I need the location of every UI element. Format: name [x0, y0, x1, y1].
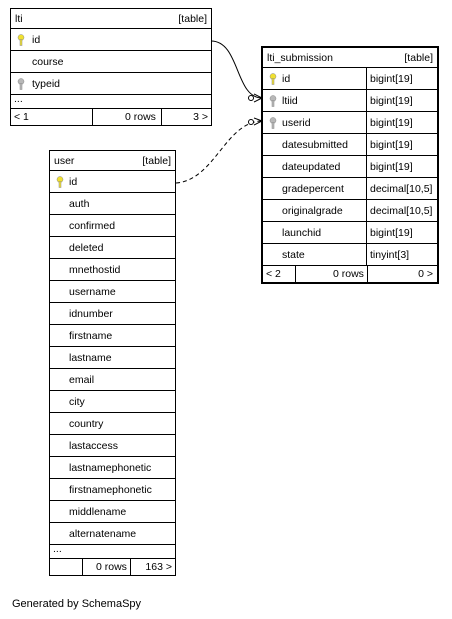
- link-end-circle: [249, 120, 254, 125]
- column-type: bigint[19]: [370, 161, 413, 173]
- table-kind: [table]: [142, 155, 171, 167]
- column-type: bigint[19]: [370, 73, 413, 85]
- column-row-alternatename[interactable]: [50, 523, 175, 545]
- link-end-circle: [249, 96, 254, 101]
- column-row-lastaccess[interactable]: [50, 435, 175, 457]
- column-name: ltiid: [282, 95, 298, 107]
- column-name: firstname: [69, 330, 113, 342]
- column-name: confirmed: [69, 220, 116, 232]
- column-row-city[interactable]: [50, 391, 175, 413]
- table-footer: [11, 109, 211, 125]
- column-row-middlename[interactable]: [50, 501, 175, 523]
- column-type: decimal[10,5]: [370, 183, 433, 195]
- table-kind: [table]: [178, 13, 207, 25]
- primary-key-icon: [269, 73, 277, 85]
- column-row-id[interactable]: [50, 171, 175, 193]
- column-row-course[interactable]: [11, 51, 211, 73]
- column-row-originalgrade[interactable]: [263, 200, 437, 222]
- column-row-datesubmitted[interactable]: [263, 134, 437, 156]
- primary-key-icon: [56, 176, 64, 188]
- column-name: alternatename: [69, 528, 137, 540]
- column-row-username[interactable]: [50, 281, 175, 303]
- column-name: firstnamephonetic: [69, 484, 152, 496]
- table-name: user: [54, 155, 75, 167]
- column-row-firstname[interactable]: [50, 325, 175, 347]
- user-to-submission-link: [176, 121, 262, 183]
- column-row-gradepercent[interactable]: [263, 178, 437, 200]
- column-name: id: [282, 73, 291, 85]
- table-lti-submission[interactable]: [261, 46, 439, 284]
- row-count: 0 rows: [96, 561, 127, 573]
- column-name: country: [69, 418, 104, 430]
- children-count[interactable]: 3 >: [193, 111, 208, 123]
- column-name: launchid: [282, 227, 322, 239]
- foreign-key-icon: [269, 95, 277, 107]
- column-row-email[interactable]: [50, 369, 175, 391]
- column-row-typeid[interactable]: [11, 73, 211, 95]
- column-name: lastaccess: [69, 440, 119, 452]
- column-row-state[interactable]: [263, 244, 437, 266]
- column-name: course: [32, 56, 64, 68]
- column-type: bigint[19]: [370, 139, 413, 151]
- column-row-lastnamephonetic[interactable]: [50, 457, 175, 479]
- foreign-key-icon: [17, 78, 25, 90]
- column-name: typeid: [32, 78, 61, 90]
- column-row-launchid[interactable]: [263, 222, 437, 244]
- column-row-dateupdated[interactable]: [263, 156, 437, 178]
- generator-caption: Generated by SchemaSpy: [12, 598, 142, 610]
- column-name: city: [69, 396, 85, 408]
- parents-count[interactable]: < 2: [266, 268, 281, 280]
- column-name: lastnamephonetic: [69, 462, 152, 474]
- table-header: [263, 48, 437, 68]
- table-user[interactable]: [49, 150, 176, 576]
- table-lti[interactable]: [10, 8, 212, 126]
- column-row-ltiid[interactable]: [263, 90, 437, 112]
- table-header: [50, 151, 175, 171]
- column-name: idnumber: [69, 308, 113, 320]
- foreign-key-icon: [269, 117, 277, 129]
- column-name: id: [69, 176, 78, 188]
- column-row-country[interactable]: [50, 413, 175, 435]
- column-type: bigint[19]: [370, 95, 413, 107]
- column-name: dateupdated: [282, 161, 341, 173]
- column-name: deleted: [69, 242, 104, 254]
- column-type: tinyint[3]: [370, 249, 410, 261]
- column-row-userid[interactable]: [263, 112, 437, 134]
- column-name: userid: [282, 117, 311, 129]
- column-name: datesubmitted: [282, 139, 348, 151]
- column-name: username: [69, 286, 116, 298]
- table-footer: [50, 559, 175, 575]
- parents-count[interactable]: < 1: [14, 111, 29, 123]
- column-name: auth: [69, 198, 90, 210]
- column-name: middlename: [69, 506, 127, 518]
- column-name: state: [282, 249, 305, 261]
- more-columns: ...: [50, 545, 175, 559]
- column-row-auth[interactable]: [50, 193, 175, 215]
- column-name: id: [32, 34, 41, 46]
- lti-to-submission-link: [211, 41, 262, 98]
- row-count: 0 rows: [125, 111, 156, 123]
- column-row-deleted[interactable]: [50, 237, 175, 259]
- column-row-id[interactable]: [263, 68, 437, 90]
- column-name: lastname: [69, 352, 112, 364]
- column-row-lastname[interactable]: [50, 347, 175, 369]
- children-count[interactable]: 0 >: [418, 268, 433, 280]
- column-row-id[interactable]: [11, 29, 211, 51]
- table-footer: [263, 266, 437, 282]
- table-name: lti_submission: [267, 52, 333, 64]
- column-name: gradepercent: [282, 183, 344, 195]
- more-columns: ...: [11, 95, 211, 109]
- column-name: originalgrade: [282, 205, 343, 217]
- primary-key-icon: [17, 34, 25, 46]
- table-name: lti: [15, 13, 23, 25]
- column-row-mnethostid[interactable]: [50, 259, 175, 281]
- children-count[interactable]: 163 >: [145, 561, 172, 573]
- table-header: [11, 9, 211, 29]
- column-name: email: [69, 374, 95, 386]
- column-name: mnethostid: [69, 264, 121, 276]
- column-row-confirmed[interactable]: [50, 215, 175, 237]
- column-type: decimal[10,5]: [370, 205, 433, 217]
- column-type: bigint[19]: [370, 117, 413, 129]
- column-row-idnumber[interactable]: [50, 303, 175, 325]
- row-count: 0 rows: [333, 268, 364, 280]
- column-row-firstnamephonetic[interactable]: [50, 479, 175, 501]
- table-kind: [table]: [404, 52, 433, 64]
- column-type: bigint[19]: [370, 227, 413, 239]
